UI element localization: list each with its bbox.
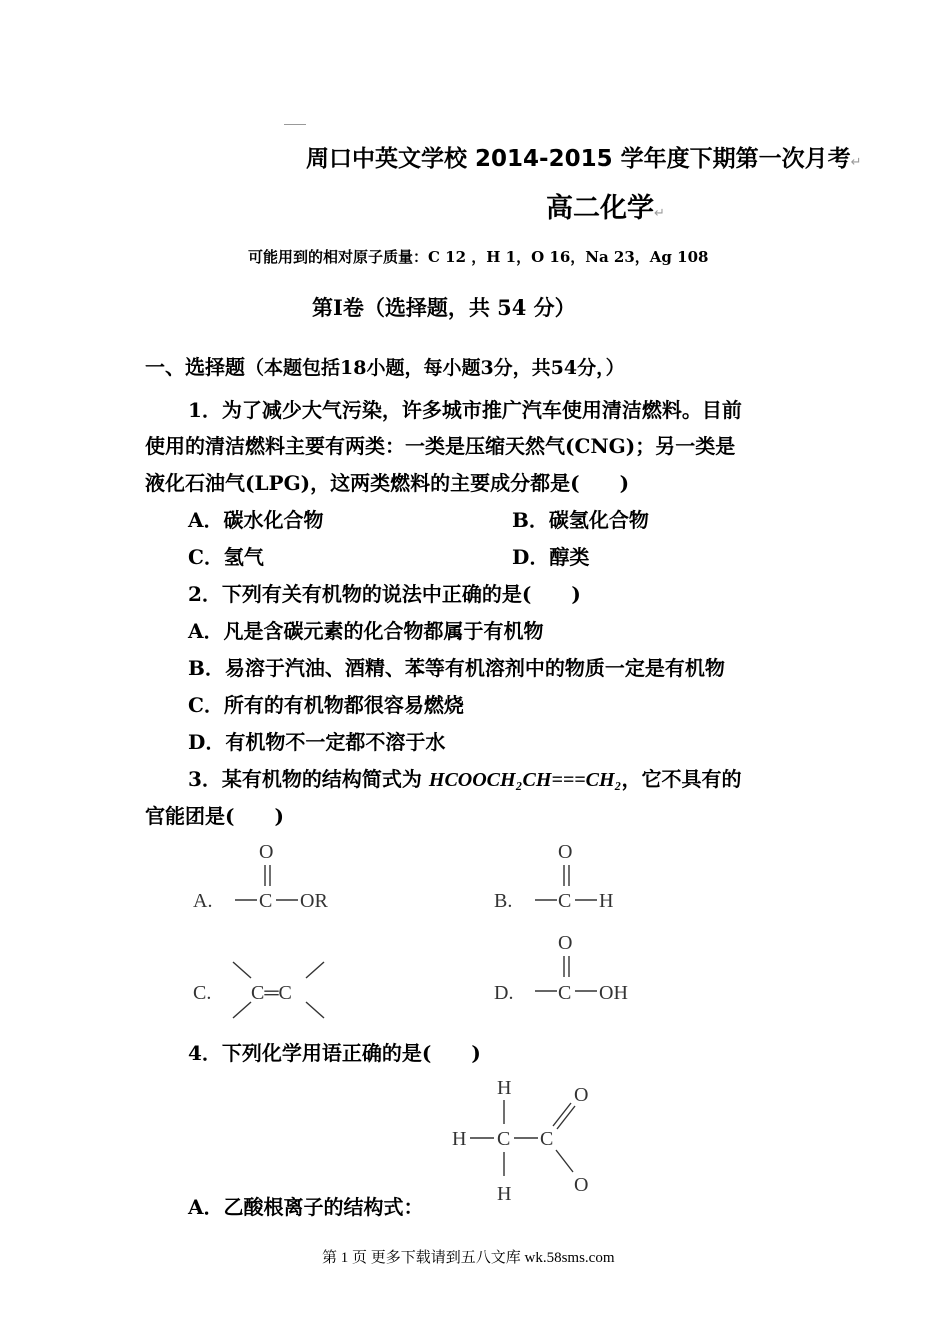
q3-line2: 官能团是( ) — [145, 804, 284, 828]
svg-text:OR: OR — [300, 890, 328, 912]
svg-text:O: O — [259, 841, 274, 863]
q2-option-c: C．所有的有机物都很容易燃烧 — [188, 693, 464, 717]
q1-option-b: B．碳氢化合物 — [512, 508, 649, 532]
q1-line1: 1．为了减少大气污染，许多城市推广汽车使用清洁燃料。目前 — [188, 398, 742, 422]
volume-title: 第Ⅰ卷（选择题，共 54 分） — [312, 295, 576, 320]
q3-stem: 3．某有机物的结构简式为 HCOOCH₂CH===CH₂，它不具有的 — [188, 767, 742, 791]
q3-option-b-structure — [494, 841, 613, 912]
section-title: 一、选择题 — [145, 355, 245, 379]
q2-option-a: A．凡是含碳元素的化合物都属于有机物 — [188, 619, 544, 643]
q3-option-a-structure — [193, 841, 328, 912]
q3-option-d-structure — [494, 932, 628, 1004]
q1-option-c: C．氢气 — [188, 545, 264, 569]
svg-text:H: H — [497, 1077, 512, 1099]
svg-text:H: H — [497, 1183, 512, 1205]
q4-acetate-structure — [452, 1077, 588, 1205]
q1-option-a: A．碳水化合物 — [188, 508, 324, 532]
atomic-masses: 可能用到的相对原子质量：C 12 ，H 1，O 16，Na 23，Ag 108 — [248, 248, 709, 266]
svg-text:C.: C. — [193, 982, 212, 1004]
section-note: （本题包括18小题，每小题3分，共54分，） — [245, 357, 625, 379]
svg-text:C═C: C═C — [251, 982, 292, 1004]
svg-text:C: C — [497, 1128, 511, 1150]
svg-text:O: O — [558, 841, 573, 863]
svg-text:OH: OH — [599, 982, 628, 1004]
svg-text:H: H — [599, 890, 614, 912]
svg-text:C: C — [558, 890, 572, 912]
page-footer: 第 1 页 更多下载请到五八文库 wk.58sms.com — [322, 1250, 615, 1266]
svg-text:A.: A. — [193, 890, 213, 912]
school-title: 周口中英文学校 2014-2015 学年度下期第一次月考↵ — [306, 146, 862, 172]
q4-option-a: A．乙酸根离子的结构式： — [188, 1195, 424, 1219]
svg-text:C: C — [259, 890, 273, 912]
svg-text:B.: B. — [494, 890, 513, 912]
return-mark-icon: ↵ — [850, 155, 862, 170]
svg-text:C: C — [558, 982, 572, 1004]
q3-formula: HCOOCH₂CH===CH₂ — [428, 769, 622, 791]
q1-line3: 液化石油气(LPG)，这两类燃料的主要成分都是( ) — [145, 471, 630, 495]
svg-text:O: O — [574, 1084, 589, 1106]
q1-line2: 使用的清洁燃料主要有两类：一类是压缩天然气(CNG)；另一类是 — [145, 434, 736, 458]
subject-title: 高二化学↵ — [546, 193, 665, 224]
svg-text:O: O — [574, 1174, 589, 1196]
q2-option-b: B．易溶于汽油、酒精、苯等有机溶剂中的物质一定是有机物 — [188, 656, 725, 680]
svg-text:C: C — [540, 1128, 554, 1150]
q2-stem: 2．下列有关有机物的说法中正确的是( ) — [188, 582, 581, 606]
svg-text:H: H — [452, 1128, 467, 1150]
q3-option-c-structure — [193, 962, 324, 1018]
return-mark-icon: ↵ — [654, 206, 665, 221]
svg-text:O: O — [558, 932, 573, 954]
q1-option-d: D．醇类 — [512, 545, 590, 569]
q4-stem: 4．下列化学用语正确的是( ) — [188, 1041, 481, 1065]
svg-text:D.: D. — [494, 982, 514, 1004]
q2-option-d: D．有机物不一定都不溶于水 — [188, 730, 446, 754]
